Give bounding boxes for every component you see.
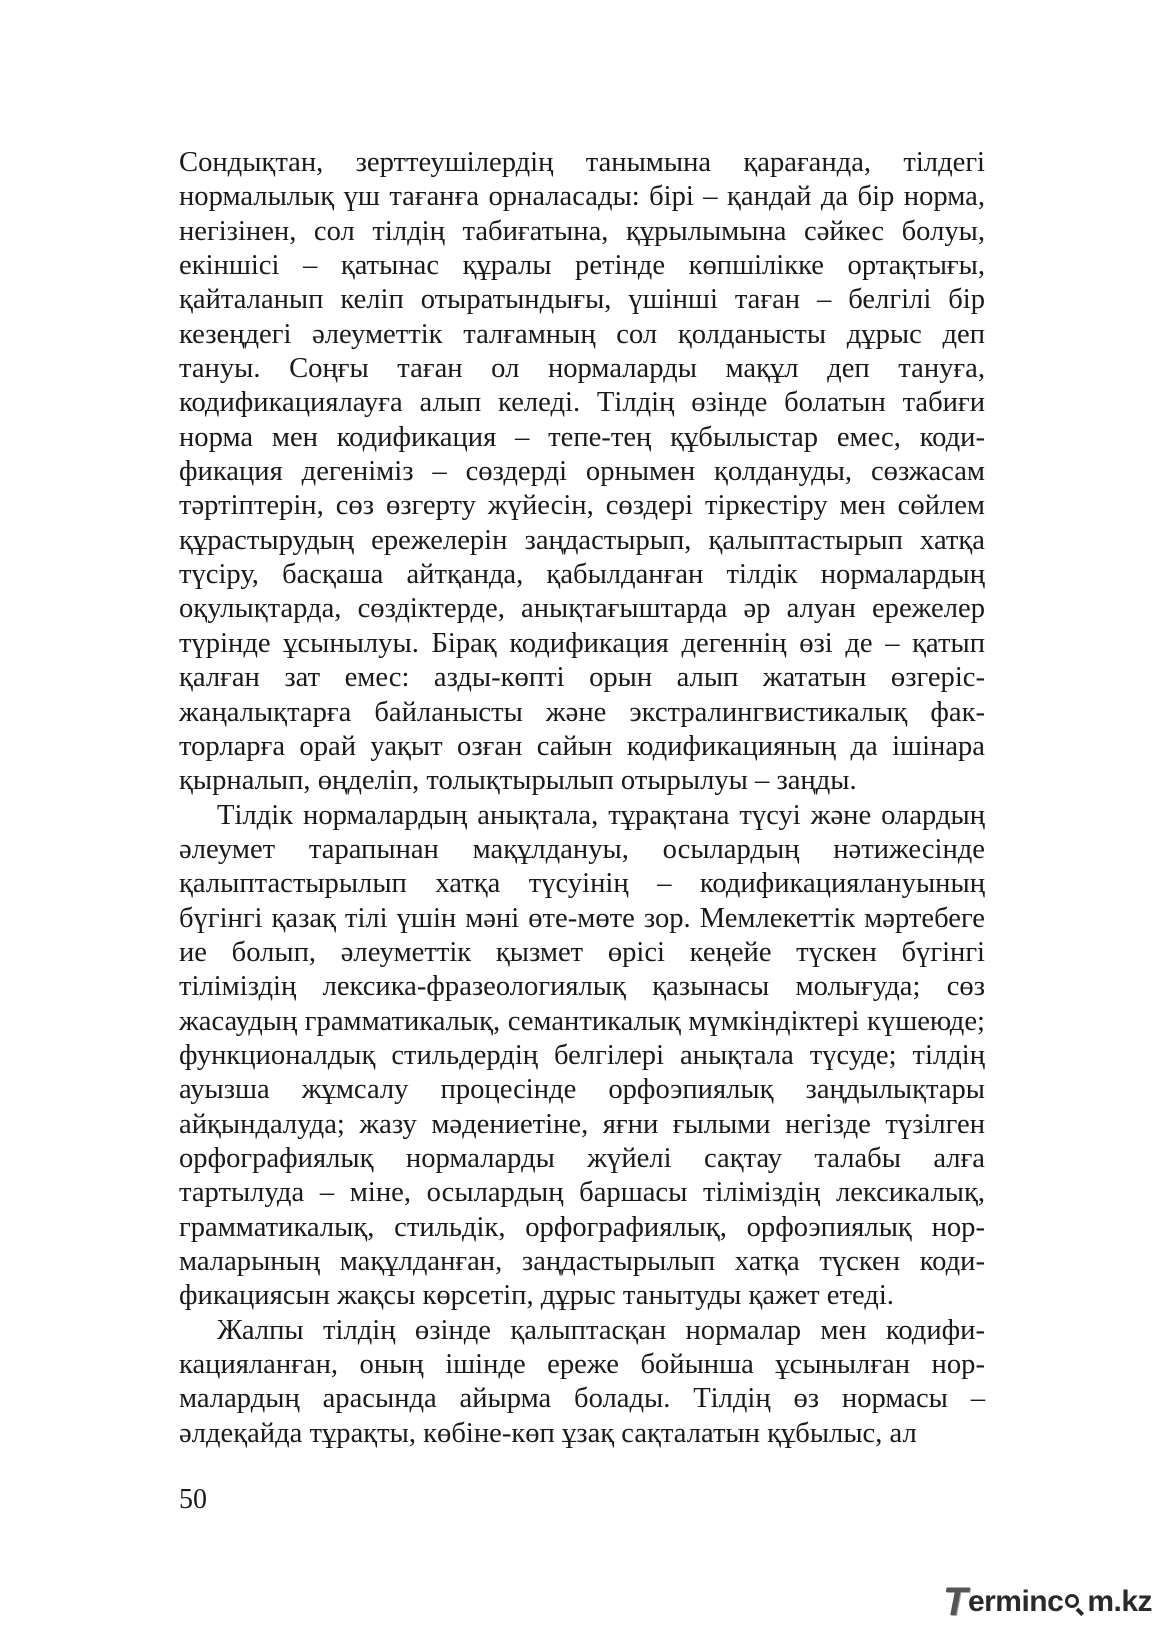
watermark-text: erminc	[967, 1585, 1064, 1618]
paragraph-3: Жалпы тілдің өзінде қалыптасқан нормалар мен кодификацияланған, оның ішінде ереже бойынша ұсынылған нормалардың арасында айырма болады. Тілдің өз нормасы – әлдеқайда тұрақты, көбіне-көп ұзақ сақталатын құбылыс, ал	[179, 1314, 985, 1449]
paragraph-1: Сондықтан, зерттеушілердің танымына қарағанда, тілдегі нормалылық үш тағанға орналасады: бірі – қандай да бір норма, негізінен, сол тілдің табиғатына, құрылымына сәйкес болуы, екіншісі – қатынас құралы ретінде көпшілікке ортақтығы, қайталанып келіп отыратындығы, үшінші таған – белгілі бір кезеңдегі әлеуметтік талғамның сол қолданысты дұрыс деп тануы. Соңғы таған ол нормаларды мақұл деп тануға, кодификациялауға алып келеді. Тілдің өзінде болатын табиғи норма мен кодификация – тепе-тең құбылыстар емес, кодификация дегеніміз – сөздерді орнымен қолдануды, сөзжасам тәртіптерін, сөз өзгерту жүйесін, сөздері тіркестіру мен сөйлем құрастырудың ережелерін заңдастырып, қалыптастырып хатқа түсіру, басқаша айтқанда, қабылданған тілдік нормалардың оқулықтарда, сөздіктерде, анықтағыштарда әр алуан ережелер түрінде ұсынылуы. Бірақ кодификация дегеннің өзі де – қатып қалған зат емес: азды-көпті орын алып жататын өзгеріс-жаңалықтарға байланысты және экстралингвистикалық факторларға орай уақыт озған сайын кодификацияның да ішінара қырналып, өңделіп, толықтырылып отырылуы – заңды.	[179, 147, 985, 797]
watermark-logo-letter: T	[943, 1579, 967, 1624]
site-watermark	[943, 1579, 1153, 1624]
page-number: 50	[179, 1484, 207, 1515]
page-body	[179, 146, 985, 1451]
watermark-domain: m.kz	[1087, 1585, 1153, 1618]
paragraph-2: Тілдік нормалардың анықтала, тұрақтана түсуі және олардың әлеумет тарапынан мақұлдануы, осылардың нәтижесінде қалыптастырылып хатқа түсуінің – кодификациялануының бүгінгі қазақ тілі үшін мәні өте-мөте зор. Мемлекеттік мәртебеге ие болып, әлеуметтік қызмет өрісі кеңейе түскен бүгінгі тіліміздің лексика-фразеологиялық қазынасы молығуда; сөз жасаудың грамматикалық, семантикалық мүмкіндіктері күшеюде; функционалдық стильдердің белгілері анықтала түсуде; тілдің ауызша жұмсалу процесінде орфоэпиялық заңдылықтары айқындалуда; жазу мәдениетіне, яғни ғылыми негізде түзілген орфографиялық нормаларды жүйелі сақтау талабы алға тартылуда – міне, осылардың баршасы тіліміздің лексикалық, грамматикалық, стильдік, орфографиялық, орфоэпиялық нормаларының мақұлданған, заңдастырылып хатқа түскен кодификациясын жақсы көрсетіп, дұрыс танытуды қажет етеді.	[179, 799, 985, 1312]
magnifier-icon	[1064, 1593, 1086, 1615]
